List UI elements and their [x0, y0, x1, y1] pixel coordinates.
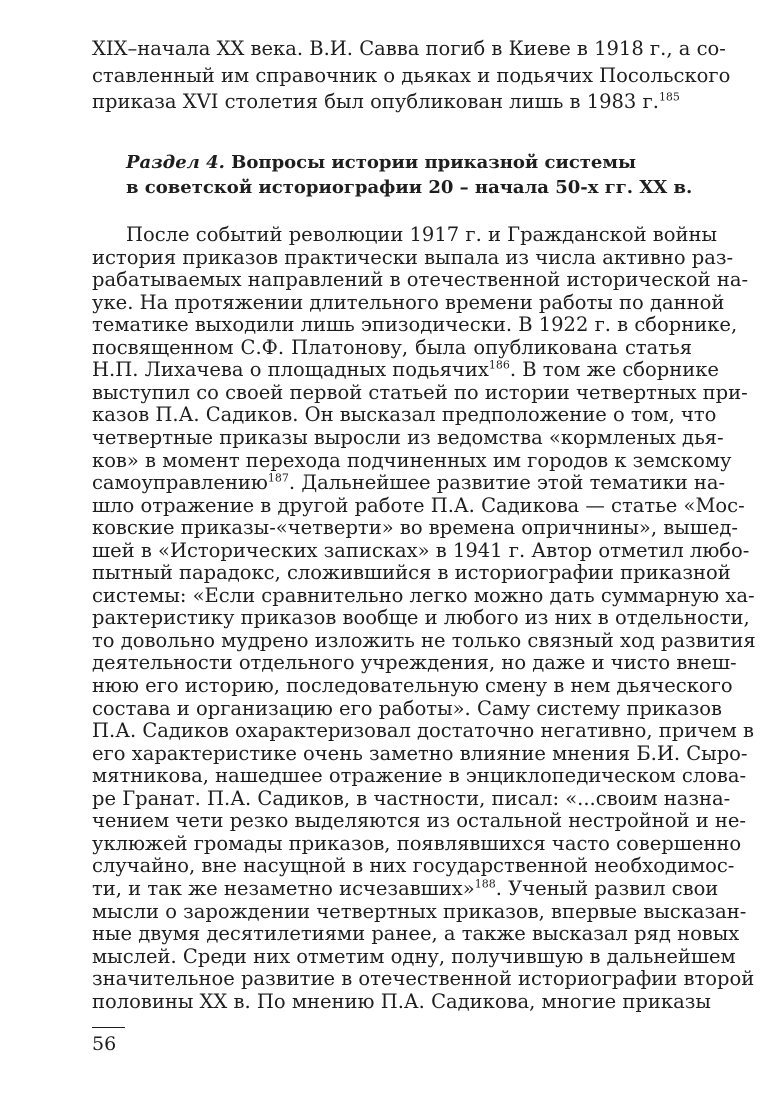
text-line — [92, 313, 738, 337]
text-line — [92, 628, 756, 652]
line-text: ные двумя десятилетиями ранее, а также высказал ряд новых — [92, 922, 740, 946]
line-text: значительное развитие в отечественной историографии второй — [92, 967, 755, 991]
text-line — [92, 91, 692, 113]
footnote-ref: 185 — [658, 90, 680, 104]
line-text: ковские приказы-«четверти» во времена опричнины», вышед- — [92, 516, 739, 540]
footnote-ref: 188 — [474, 877, 496, 891]
text-line — [92, 967, 755, 991]
text-line — [92, 696, 722, 720]
line-text: рактеристику приказов вообще и любого из них в отдельности, — [92, 606, 750, 630]
text-line — [92, 922, 740, 946]
text-line — [92, 989, 711, 1013]
line-text: шло отражение в другой работе П.А. Садикова — статье «Мос- — [92, 493, 745, 517]
line-text: ставленный им справочник о дьяках и подьячих Посольского — [92, 63, 731, 87]
line-text: посвященном С.Ф. Платонову, была опубликована статья — [92, 335, 692, 359]
line-text: то довольно мудрено изложить не только связный ход развития — [92, 628, 756, 652]
section-heading-line-2 — [126, 177, 693, 199]
line-text: деятельности отдельного учреждения, но даже и чисто внеш- — [92, 651, 737, 675]
line-text: самоуправлению — [92, 471, 268, 495]
line-text: история приказов практически выпала из числа активно раз- — [92, 245, 734, 269]
text-line — [92, 337, 692, 359]
line-text: рабатываемых направлений в отечественной исторической на- — [92, 268, 749, 292]
text-line — [92, 876, 719, 900]
text-line — [92, 37, 726, 60]
text-line — [92, 651, 737, 675]
text-line — [92, 944, 736, 968]
line-text: его характеристике очень заметно влияние мнения Б.И. Сыро- — [92, 741, 748, 765]
line-text: Н.П. Лихачева о площадных подьячих — [92, 358, 489, 382]
section-label: Раздел 4. — [126, 152, 225, 173]
section-title-part-1: Вопросы истории приказной системы — [231, 152, 637, 173]
text-line — [92, 561, 731, 585]
line-text-continued: . В том же сборнике — [509, 358, 719, 382]
text-line — [92, 245, 734, 269]
text-line — [92, 358, 719, 382]
text-line — [92, 471, 726, 495]
line-text: казов П.А. Садиков. Он высказал предположение о том, что — [92, 403, 717, 427]
section-title-part-2: в советской историографии 20 – начала 50-х гг. XX в. — [126, 177, 693, 198]
line-text: После событий революции 1917 г. и Гражданской войны — [126, 223, 718, 246]
text-line — [92, 674, 733, 697]
text-line — [92, 403, 717, 427]
text-line — [92, 741, 748, 765]
text-line — [92, 831, 742, 855]
page-number: 56 — [92, 1033, 117, 1055]
text-line — [126, 223, 718, 246]
text-line — [92, 538, 750, 562]
line-text: П.А. Садиков охарактеризовал достаточно негативно, причем в — [92, 719, 755, 743]
line-text-continued: . Ученый развил свои — [495, 876, 719, 900]
text-line — [92, 606, 750, 630]
line-text: тематике выходили лишь эпизодически. В 1922 г. в сборнике, — [92, 313, 738, 337]
line-text: приказа XVI столетия был опубликован лишь в 1983 г. — [92, 90, 659, 113]
line-text: состава и организацию его работы». Саму систему приказов — [92, 696, 722, 720]
line-text: пытный парадокс, сложившийся в историографии приказной — [92, 561, 731, 585]
text-line — [92, 63, 731, 87]
text-line — [92, 899, 747, 923]
line-text: чением чети резко выделяются из остальной нестройной и не- — [92, 809, 747, 833]
line-text: половины XX в. По мнению П.А. Садикова, многие приказы — [92, 989, 711, 1013]
footer-rule — [92, 1027, 125, 1028]
footnote-ref: 186 — [488, 358, 510, 372]
line-text: уке. На протяжении длительного времени работы по данной — [92, 290, 725, 314]
text-line — [92, 764, 747, 788]
text-line — [92, 786, 731, 810]
text-line — [92, 268, 749, 292]
text-line — [92, 854, 735, 878]
line-text: системы: «Если сравнительно легко можно дать суммарную ха- — [92, 583, 755, 607]
text-line — [92, 380, 748, 404]
line-text: ков» в момент перехода подчиненных им городов к земскому — [92, 448, 732, 472]
line-text: ре Гранат. П.А. Садиков, в частности, писал: «...своим назна- — [92, 786, 731, 810]
text-line — [92, 493, 745, 517]
line-text: XIX–начала XX века. В.И. Савва погиб в Киеве в 1918 г., а со- — [92, 37, 726, 60]
text-line — [92, 583, 755, 607]
text-line — [92, 425, 724, 449]
line-text: мысли о зарождении четвертных приказов, впервые высказан- — [92, 899, 747, 923]
line-text: нюю его историю, последовательную смену в нем дьяческого — [92, 674, 733, 697]
line-text-continued: . Дальнейшее развитие этой тематики на- — [288, 471, 726, 495]
line-text: выступил со своей первой статьей по истории четвертных при- — [92, 380, 748, 404]
line-text: случайно, вне насущной в них государственной необходимос- — [92, 854, 735, 878]
line-text: уклюжей громады приказов, появлявшихся часто совершенно — [92, 831, 742, 855]
line-text: ти, и так же незаметно исчезавших» — [92, 876, 475, 900]
text-line — [92, 516, 739, 540]
line-text: мятникова, нашедшее отражение в энциклопедическом слова- — [92, 764, 747, 788]
section-heading-line-1 — [126, 152, 686, 174]
text-line — [92, 448, 732, 472]
text-line — [92, 290, 725, 314]
footnote-ref: 187 — [267, 471, 289, 485]
text-line — [92, 809, 747, 833]
text-line — [92, 719, 755, 743]
line-text: мыслей. Среди них отметим одну, получившую в дальнейшем — [92, 944, 736, 968]
line-text: четвертные приказы выросли из ведомства «кормленых дья- — [92, 425, 724, 449]
line-text: шей в «Исторических записках» в 1941 г. Автор отметил любо- — [92, 538, 750, 562]
